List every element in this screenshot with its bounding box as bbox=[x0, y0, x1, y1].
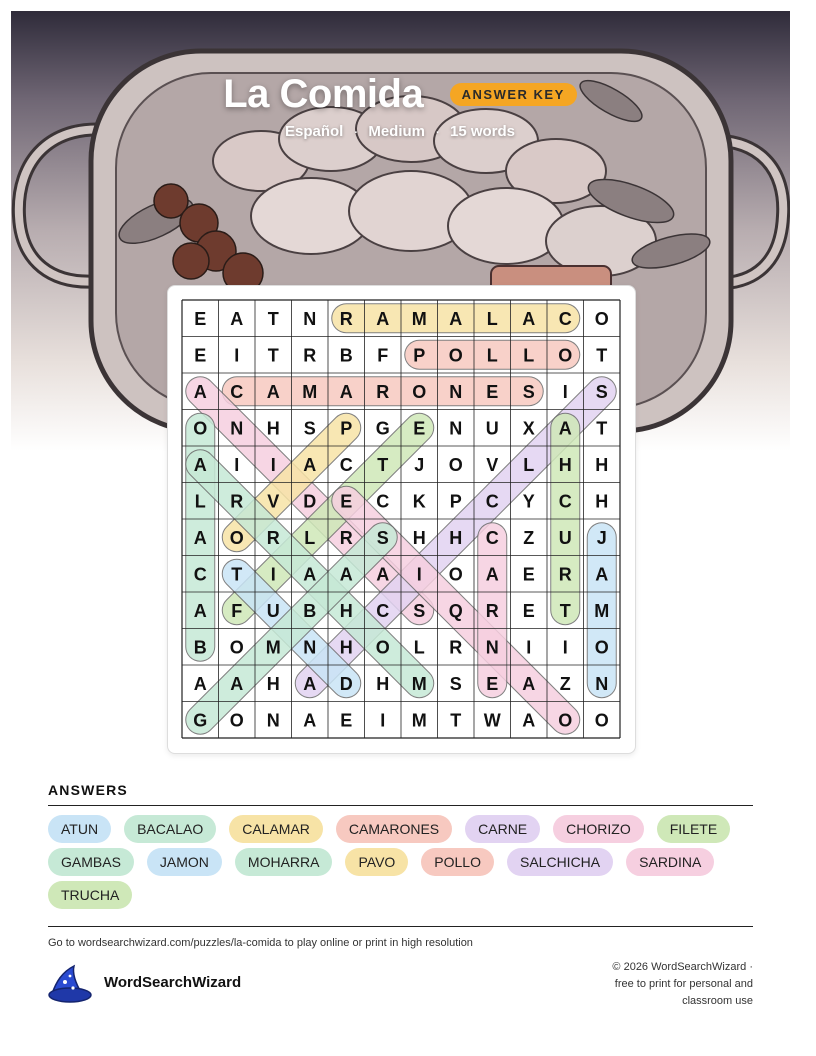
grid-letter: N bbox=[449, 418, 463, 439]
grid-letter: A bbox=[339, 381, 353, 402]
grid-letter: R bbox=[266, 527, 280, 548]
grid-letter: A bbox=[522, 710, 536, 731]
grid-letter: S bbox=[303, 418, 316, 439]
grid-letter: R bbox=[303, 345, 317, 366]
grid-letter: A bbox=[193, 454, 207, 475]
grid-letter: L bbox=[486, 345, 498, 366]
grid-letter: I bbox=[234, 454, 240, 475]
grid-letter: M bbox=[302, 381, 318, 402]
grid-letter: H bbox=[339, 637, 353, 658]
grid-letter: L bbox=[304, 527, 316, 548]
grid-letter: A bbox=[230, 308, 244, 329]
grid-letter: H bbox=[339, 600, 353, 621]
title-row bbox=[0, 72, 800, 117]
grid-letter: A bbox=[266, 381, 280, 402]
grid-letter: O bbox=[558, 345, 573, 366]
grid-letter: U bbox=[266, 600, 280, 621]
grid-letter: I bbox=[270, 564, 276, 585]
grid-letter: S bbox=[376, 527, 389, 548]
grid-letter: Q bbox=[448, 600, 463, 621]
answer-chip-pollo: POLLO bbox=[421, 848, 494, 876]
answer-chip-gambas: GAMBAS bbox=[48, 848, 134, 876]
grid-letter: H bbox=[266, 418, 280, 439]
page-title: La Comida bbox=[223, 72, 424, 116]
grid-letter: E bbox=[522, 600, 535, 621]
grid-letter: S bbox=[522, 381, 535, 402]
grid-letter: W bbox=[483, 710, 501, 731]
puzzle-grid-card bbox=[167, 285, 636, 754]
grid-letter: C bbox=[485, 527, 499, 548]
grid-letter: P bbox=[449, 491, 462, 512]
grid-letter: E bbox=[194, 345, 207, 366]
grid-letter: N bbox=[449, 381, 463, 402]
copyright bbox=[573, 959, 753, 1010]
language-label: Español bbox=[284, 123, 344, 140]
grid-letter: O bbox=[229, 527, 244, 548]
grid-letter: P bbox=[340, 418, 353, 439]
grid-letter: C bbox=[193, 564, 207, 585]
grid-letter: S bbox=[413, 600, 426, 621]
grid-letter: V bbox=[486, 454, 499, 475]
wizard-hat-icon bbox=[48, 964, 94, 1004]
grid-letter: F bbox=[377, 345, 389, 366]
grid-letter: A bbox=[449, 308, 463, 329]
grid-letter: L bbox=[523, 454, 535, 475]
answer-chip-bacalao: BACALAO bbox=[124, 815, 216, 843]
grid-letter: U bbox=[558, 527, 572, 548]
grid-letter: V bbox=[267, 491, 280, 512]
grid-letter: D bbox=[303, 491, 317, 512]
grid-letter: A bbox=[230, 673, 244, 694]
grid-letter: B bbox=[193, 637, 207, 658]
grid-letter: G bbox=[193, 710, 208, 731]
grid-letter: M bbox=[411, 308, 427, 329]
answer-chip-jamon: JAMON bbox=[147, 848, 222, 876]
grid-letter: R bbox=[558, 564, 572, 585]
grid-letter: R bbox=[449, 637, 463, 658]
grid-letter: T bbox=[267, 345, 279, 366]
grid-letter: A bbox=[303, 673, 317, 694]
grid-letter: E bbox=[486, 381, 499, 402]
answer-chip-filete: FILETE bbox=[657, 815, 730, 843]
grid-letter: I bbox=[270, 454, 276, 475]
grid-letter: E bbox=[522, 564, 535, 585]
brand-name: WordSearchWizard bbox=[104, 974, 242, 991]
answer-chip-trucha: TRUCHA bbox=[48, 881, 132, 909]
grid-letter: M bbox=[411, 673, 427, 694]
brand bbox=[48, 964, 242, 1004]
grid-letter: T bbox=[450, 710, 462, 731]
grid-letter: A bbox=[339, 564, 353, 585]
answers-divider bbox=[48, 805, 753, 806]
grid-letter: H bbox=[266, 673, 280, 694]
answer-chip-list bbox=[48, 815, 768, 914]
grid-letter: E bbox=[413, 418, 426, 439]
grid-letter: I bbox=[380, 710, 386, 731]
footer-divider bbox=[48, 926, 753, 927]
difficulty-label: Medium bbox=[368, 123, 425, 140]
grid-letter: O bbox=[594, 710, 609, 731]
answer-chip-camarones: CAMARONES bbox=[336, 815, 452, 843]
grid-letter: S bbox=[449, 673, 462, 694]
grid-letter: A bbox=[193, 527, 207, 548]
grid-letter: Z bbox=[559, 673, 571, 694]
answer-chip-carne: CARNE bbox=[465, 815, 540, 843]
grid-letter: E bbox=[194, 308, 207, 329]
grid-letter: N bbox=[230, 418, 244, 439]
grid-letter: O bbox=[558, 710, 573, 731]
grid-letter: P bbox=[413, 345, 426, 366]
grid-letter: A bbox=[193, 673, 207, 694]
grid-letter: T bbox=[596, 345, 608, 366]
grid-letter: J bbox=[596, 527, 607, 548]
answer-key-badge: ANSWER KEY bbox=[450, 83, 577, 106]
grid-letter: O bbox=[448, 564, 463, 585]
grid-letter: Y bbox=[522, 491, 535, 512]
grid-letter: I bbox=[526, 637, 532, 658]
grid-letter: E bbox=[486, 673, 499, 694]
grid-letter: C bbox=[230, 381, 244, 402]
grid-letter: N bbox=[303, 308, 317, 329]
grid-letter: C bbox=[485, 491, 499, 512]
grid-letter: T bbox=[559, 600, 571, 621]
grid-letter: D bbox=[339, 673, 353, 694]
grid-letter: O bbox=[594, 308, 609, 329]
grid-letter: H bbox=[376, 673, 390, 694]
puzzle-meta: Español · Medium · 15 words bbox=[284, 123, 516, 140]
grid-letter: R bbox=[339, 308, 353, 329]
grid-letter: O bbox=[448, 454, 463, 475]
grid-letter: I bbox=[234, 345, 240, 366]
grid-letter: N bbox=[485, 637, 499, 658]
grid-letter: F bbox=[231, 600, 243, 621]
grid-letter: H bbox=[558, 454, 572, 475]
grid-letter: J bbox=[414, 454, 425, 475]
grid-letter: L bbox=[194, 491, 206, 512]
grid-letter: T bbox=[596, 418, 608, 439]
grid-letter: R bbox=[339, 527, 353, 548]
grid-letter: N bbox=[303, 637, 317, 658]
grid-letter: M bbox=[594, 600, 610, 621]
grid-letter: M bbox=[411, 710, 427, 731]
grid-letter: A bbox=[522, 308, 536, 329]
grid-letter: R bbox=[485, 600, 499, 621]
grid-letter: A bbox=[522, 673, 536, 694]
grid-letter: N bbox=[266, 710, 280, 731]
answer-chip-salchicha: SALCHICHA bbox=[507, 848, 613, 876]
grid-letter: T bbox=[377, 454, 389, 475]
grid-letter: R bbox=[376, 381, 390, 402]
grid-letter: L bbox=[486, 308, 498, 329]
footer-link-text[interactable]: Go to wordsearchwizard.com/puzzles/la-comida to play online or print in high resolution bbox=[48, 937, 473, 949]
grid-letter: C bbox=[376, 600, 390, 621]
answers-heading: ANSWERS bbox=[48, 782, 128, 798]
puzzle-grid bbox=[168, 286, 635, 753]
grid-letter: G bbox=[375, 418, 390, 439]
grid-letter: B bbox=[339, 345, 353, 366]
answer-chip-calamar: CALAMAR bbox=[229, 815, 323, 843]
grid-letter: T bbox=[231, 564, 243, 585]
grid-letter: R bbox=[230, 491, 244, 512]
grid-letter: L bbox=[523, 345, 535, 366]
grid-letter: U bbox=[485, 418, 499, 439]
grid-letter: L bbox=[413, 637, 425, 658]
grid-letter: O bbox=[229, 637, 244, 658]
grid-letter: O bbox=[375, 637, 390, 658]
grid-letter: S bbox=[595, 381, 608, 402]
grid-letter: N bbox=[595, 673, 609, 694]
grid-letter: A bbox=[558, 418, 572, 439]
answer-chip-moharra: MOHARRA bbox=[235, 848, 333, 876]
grid-letter: A bbox=[376, 308, 390, 329]
grid-letter: A bbox=[303, 564, 317, 585]
grid-letter: K bbox=[412, 491, 426, 512]
grid-letter: T bbox=[267, 308, 279, 329]
grid-letter: C bbox=[339, 454, 353, 475]
grid-letter: O bbox=[229, 710, 244, 731]
grid-letter: C bbox=[558, 308, 572, 329]
answer-chip-atun: ATUN bbox=[48, 815, 111, 843]
grid-letter: H bbox=[412, 527, 426, 548]
grid-letter: A bbox=[376, 564, 390, 585]
word-count-label: 15 words bbox=[450, 123, 516, 140]
answer-chip-sardina: SARDINA bbox=[626, 848, 714, 876]
grid-letter: O bbox=[594, 637, 609, 658]
grid-letter: H bbox=[449, 527, 463, 548]
grid-letter: H bbox=[595, 491, 609, 512]
grid-letter: C bbox=[376, 491, 390, 512]
grid-letter: O bbox=[193, 418, 208, 439]
answer-chip-chorizo: CHORIZO bbox=[553, 815, 644, 843]
grid-letter: I bbox=[562, 637, 568, 658]
copyright-line: classroom use bbox=[682, 995, 753, 1007]
copyright-line: © 2026 WordSearchWizard · bbox=[612, 961, 753, 973]
grid-letter: A bbox=[193, 381, 207, 402]
answer-chip-pavo: PAVO bbox=[345, 848, 408, 876]
grid-letter: M bbox=[265, 637, 281, 658]
grid-letter: I bbox=[416, 564, 422, 585]
grid-letter: E bbox=[340, 710, 353, 731]
grid-letter: A bbox=[303, 454, 317, 475]
grid-letter: A bbox=[193, 600, 207, 621]
grid-letter: A bbox=[485, 564, 499, 585]
grid-letter: H bbox=[595, 454, 609, 475]
grid-letter: C bbox=[558, 491, 572, 512]
grid-letter: O bbox=[412, 381, 427, 402]
copyright-line: free to print for personal and bbox=[614, 978, 753, 990]
grid-letter: X bbox=[522, 418, 535, 439]
grid-letter: A bbox=[595, 564, 609, 585]
grid-letter: Z bbox=[523, 527, 535, 548]
grid-letter: O bbox=[448, 345, 463, 366]
grid-letter: A bbox=[303, 710, 317, 731]
grid-letter: I bbox=[562, 381, 568, 402]
grid-letter: B bbox=[303, 600, 317, 621]
grid-letter: E bbox=[340, 491, 353, 512]
